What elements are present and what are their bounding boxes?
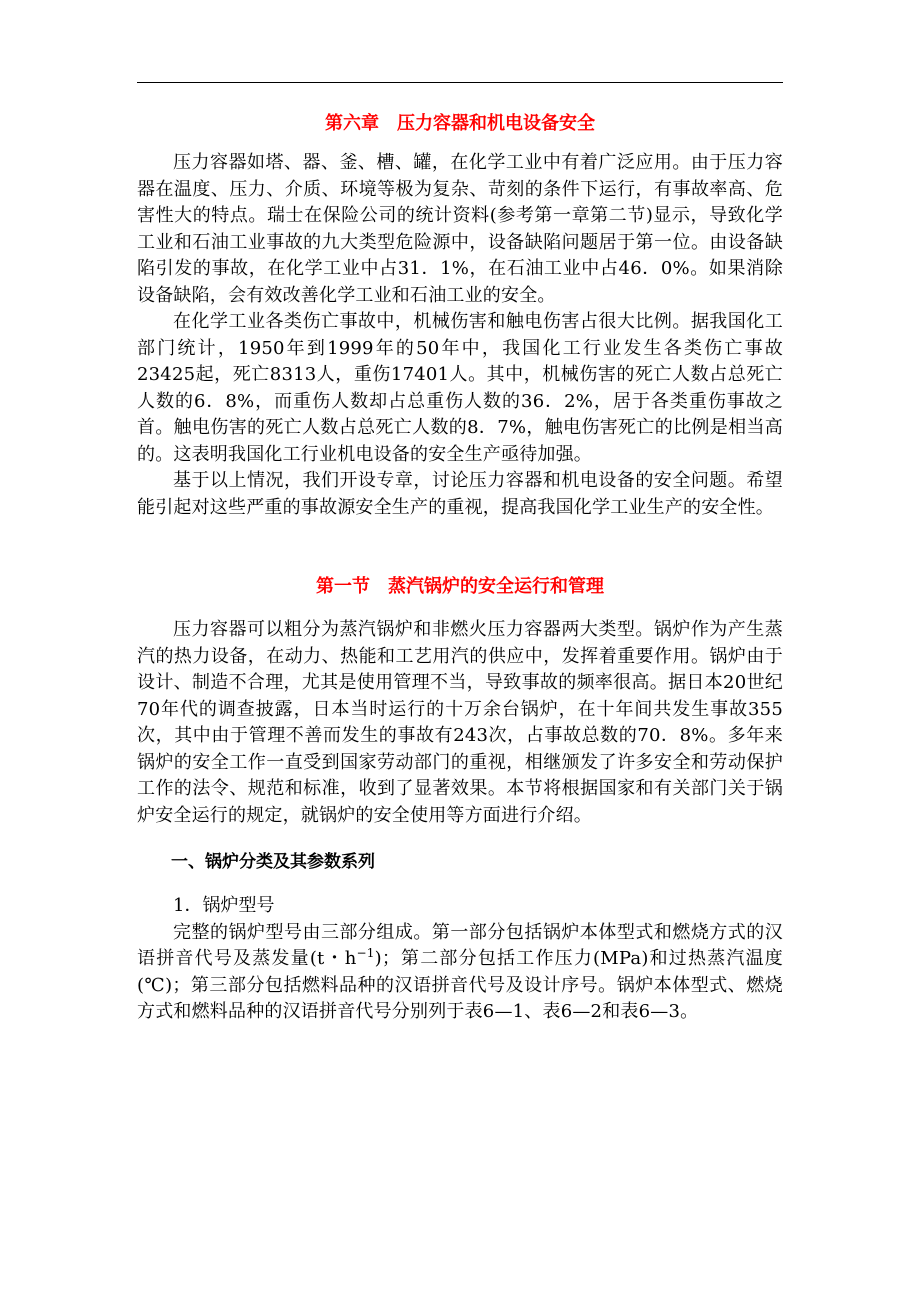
section-paragraph-2 <box>137 920 783 1026</box>
header-rule <box>137 82 783 83</box>
subsection-heading: 一、锅炉分类及其参数系列 <box>171 852 375 872</box>
paragraph-text-part-2: )；第二部分包括工作压力(MPa)和过热蒸汽温度(℃)；第三部分包括燃料品种的汉语拼音代号及设计序号。锅炉本体型式、燃烧方式和燃料品种的汉语拼音代号分别列于表6—1、表6—2和表6—3。 <box>137 948 783 1022</box>
chapter-title: 第六章 压力容器和机电设备安全 <box>325 113 595 134</box>
section-paragraph-1: 压力容器可以粗分为蒸汽锅炉和非燃火压力容器两大类型。锅炉作为产生蒸汽的热力设备，在动力、热能和工艺用汽的供应中，发挥着重要作用。锅炉由于设计、制造不合理，尤其是使用管理不当，导致事故的频率很高。据日本20世纪70年代的调查披露，日本当时运行的十万余台锅炉，在十年间共发生事故355次，其中由于管理不善而发生的事故有243次，占事故总数的70．8%。多年来锅炉的安全工作一直受到国家劳动部门的重视，相继颁发了许多安全和劳动保护工作的法令、规范和标准，收到了显著效果。本节将根据国家和有关部门关于锅炉安全运行的规定，就锅炉的安全使用等方面进行介绍。 <box>137 619 783 826</box>
intro-paragraph-2: 在化学工业各类伤亡事故中，机械伤害和触电伤害占很大比例。据我国化工部门统计，1950年到1999年的50年中，我国化工行业发生各类伤亡事故23425起，死亡8313人，重伤17401人。其中，机械伤害的死亡人数占总死亡人数的6．8%，而重伤人数却占总重伤人数的36．2%，居于各类重伤事故之首。触电伤害的死亡人数占总死亡人数的8．7%，触电伤害死亡的比例是相当高的。这表明我国化工行业机电设备的安全生产亟待加强。 <box>137 311 783 465</box>
intro-paragraph-3: 基于以上情况，我们开设专章，讨论压力容器和机电设备的安全问题。希望能引起对这些严重的事故源安全生产的重视，提高我国化学工业生产的安全性。 <box>137 470 783 518</box>
superscript-exponent: −1 <box>356 946 375 960</box>
paragraph-text-part-1: 完整的锅炉型号由三部分组成。第一部分包括锅炉本体型式和燃烧方式的汉语拼音代号及蒸发量(t・h <box>137 921 783 969</box>
intro-paragraph-1: 压力容器如塔、器、釜、槽、罐，在化学工业中有着广泛应用。由于压力容器在温度、压力、介质、环境等极为复杂、苛刻的条件下运行，有事故率高、危害性大的特点。瑞士在保险公司的统计资料(参考第一章第二节)显示，导致化学工业和石油工业事故的九大类型危险源中，设备缺陷问题居于第一位。由设备缺陷引发的事故，在化学工业中占31．1%，在石油工业中占46．0%。如果消除设备缺陷，会有效改善化学工业和石油工业的安全。 <box>137 152 783 306</box>
section-title: 第一节 蒸汽锅炉的安全运行和管理 <box>316 576 604 597</box>
numbered-item-heading: 1．锅炉型号 <box>173 895 275 916</box>
page-content <box>137 110 783 1026</box>
